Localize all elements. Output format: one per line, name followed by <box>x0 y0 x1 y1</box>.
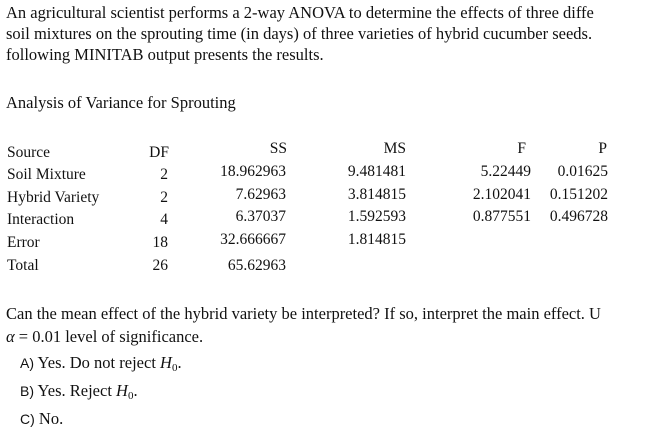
option-letter: C) <box>20 411 35 427</box>
anova-title: Analysis of Variance for Sprouting <box>6 93 236 112</box>
option-letter: A) <box>20 355 34 371</box>
intro-line: following MINITAB output presents the results. <box>6 45 324 64</box>
table-row <box>0 164 650 186</box>
intro-line: An agricultural scientist performs a 2-way ANOVA to determine the effects of three diffe <box>6 3 594 22</box>
header-f: F <box>517 140 526 157</box>
row-p: 0.01625 <box>557 163 608 180</box>
option-a[interactable]: A) Yes. Do not reject $H_0$. <box>20 353 182 374</box>
row-df: 2 <box>160 166 168 183</box>
table-header-row <box>0 142 650 164</box>
option-text: Yes. Reject <box>34 381 117 400</box>
row-f: 0.877551 <box>472 208 531 225</box>
row-df: 18 <box>152 234 168 251</box>
header-ms: MS <box>383 140 406 157</box>
row-df: 4 <box>160 211 168 228</box>
row-source: Interaction <box>7 211 75 228</box>
hypothesis-symbol: $H_0$ <box>116 381 134 402</box>
header-p: P <box>598 140 607 157</box>
row-source: Soil Mixture <box>7 166 86 183</box>
option-b[interactable]: B) Yes. Reject $H_0$. <box>20 381 138 402</box>
answer-options <box>20 349 182 433</box>
table-row <box>0 255 650 277</box>
header-df: DF <box>149 144 169 161</box>
row-source: Error <box>7 234 40 251</box>
option-c[interactable] <box>20 405 182 433</box>
row-f: 5.22449 <box>480 163 531 180</box>
row-ms: 3.814815 <box>347 186 406 203</box>
row-df: 2 <box>160 189 168 206</box>
row-source: Hybrid Variety <box>7 189 100 206</box>
option-text: Yes. Do not reject <box>34 353 161 372</box>
option-text: No. <box>34 409 64 428</box>
header-source: Source <box>7 144 51 161</box>
table-row <box>0 232 650 254</box>
row-ss: 32.666667 <box>220 231 286 248</box>
row-ms: 1.592593 <box>347 208 406 225</box>
row-df: 26 <box>152 257 168 274</box>
intro-line: soil mixtures on the sprouting time (in days) of three varieties of hybrid cucumber seeds. <box>6 24 593 43</box>
problem-intro <box>6 2 650 65</box>
option-letter: B) <box>20 383 34 399</box>
row-p: 0.496728 <box>549 208 608 225</box>
alpha-symbol: α <box>6 327 15 346</box>
significance-text: = 0.01 level of significance. <box>14 327 204 346</box>
question-line <box>6 325 650 348</box>
table-row <box>0 209 650 231</box>
row-ss: 6.37037 <box>235 208 286 225</box>
row-ss: 65.62963 <box>227 257 286 274</box>
question-line: Can the mean effect of the hybrid variety be interpreted? If so, interpret the main effect. U <box>6 304 601 323</box>
question-text <box>6 302 650 348</box>
header-ss: SS <box>269 140 287 157</box>
row-f: 2.102041 <box>472 186 531 203</box>
row-ss: 7.62963 <box>235 186 286 203</box>
row-source: Total <box>7 257 39 274</box>
hypothesis-symbol: $H_0$ <box>160 353 178 374</box>
row-ms: 1.814815 <box>347 231 406 248</box>
row-p: 0.151202 <box>549 186 608 203</box>
row-ss: 18.962963 <box>220 163 286 180</box>
row-ms: 9.481481 <box>347 163 406 180</box>
